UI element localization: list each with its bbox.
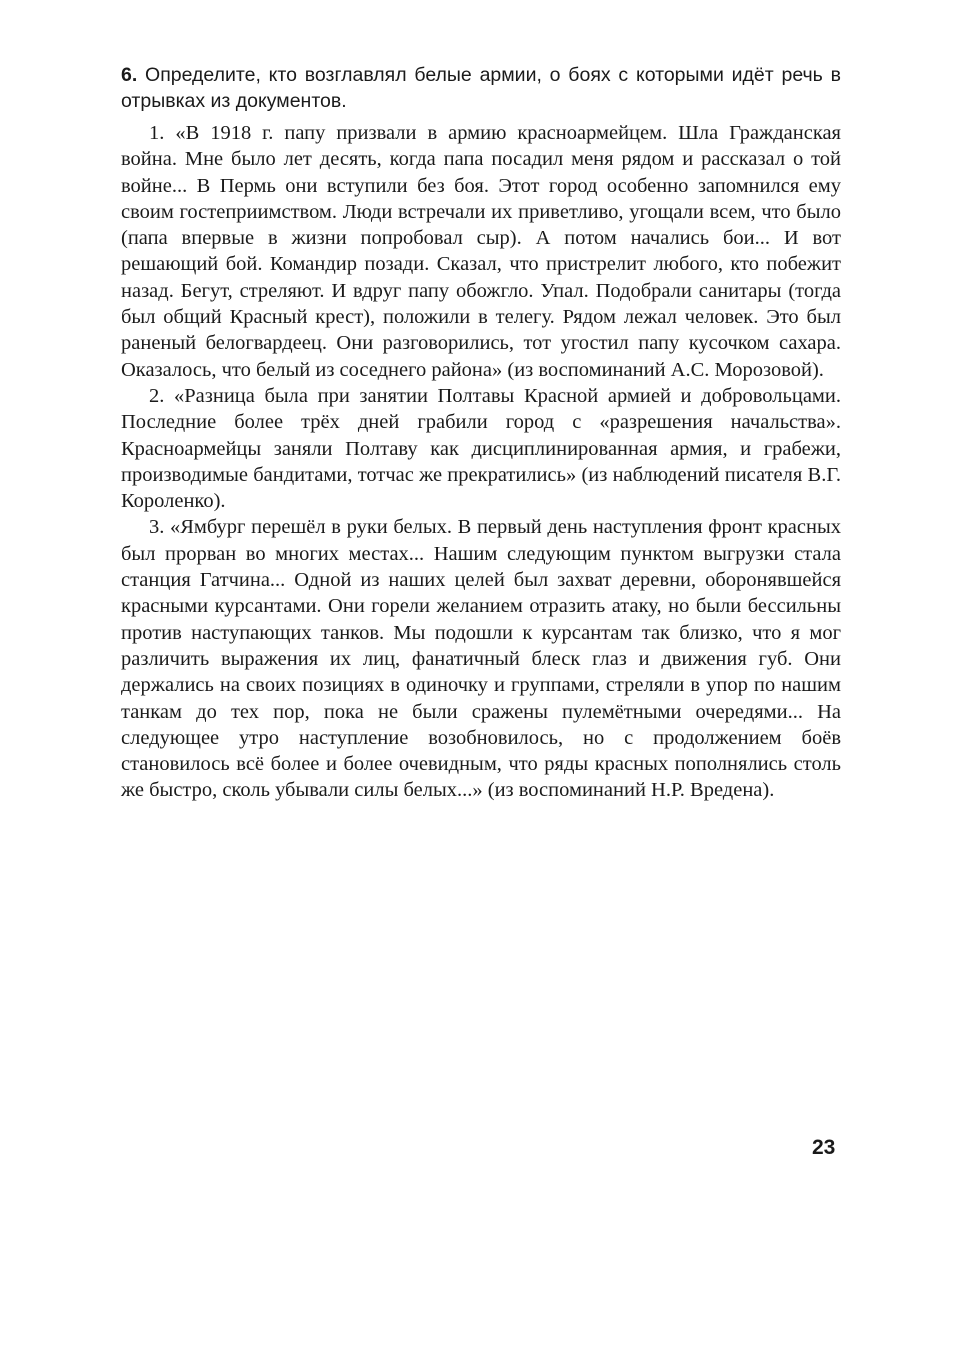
page-content	[121, 62, 841, 804]
task-prompt	[121, 62, 841, 114]
task-number: 6.	[121, 64, 138, 86]
excerpt-1: 1. «В 1918 г. папу призвали в армию красноармейцем. Шла Гражданская война. Мне было лет десять, когда папа посадил меня рядом и рассказал о той войне... В Пермь они вступили без боя. Этот город особенно запомнился ему своим гостеприимством. Люди встречали их приветливо, угощали всем, что было (папа впервые в жизни попробовал сыр). А потом начались бои... И вот решающий бой. Командир позади. Сказал, что пристрелит любого, кто побежит назад. Бегут, стреляют. И вдруг папу обожгло. Упал. Подобрали санитары (тогда был общий Красный крест), положили в телегу. Рядом лежал человек. Это был раненый белогвардеец. Они разговорились, тот угостил папу кусочком сахара. Оказалось, что белый из соседнего района» (из воспоминаний А.С. Морозовой).	[121, 122, 841, 381]
task-text: Определите, кто возглавлял белые армии, о боях с которыми идёт речь в отрывках из документов.	[121, 64, 841, 112]
excerpt-3: 3. «Ямбург перешёл в руки белых. В первый день наступления фронт красных был прорван во многих местах... Нашим следующим пунктом выгрузки стала станция Гатчина... Одной из наших целей был захват деревни, оборонявшейся красными курсантами. Они горели желанием отразить атаку, но были бессильны против наступающих танков. Мы подошли к курсантам так близко, что я мог различить выражения их лиц, фанатичный блеск глаз и движения губ. Они держались на своих позициях в одиночку и группами, стреляли в упор по нашим танкам до тех пор, пока не были сражены пулемётными очередями... На следующее утро наступление возобновилось, но с продолжением боёв становилось всё более и более очевидным, что ряды красных пополнялись столь же быстро, сколь убывали силы белых...» (из воспоминаний Н.Р. Вредена).	[121, 516, 841, 802]
page-number: 23	[812, 1136, 836, 1159]
excerpt-2: 2. «Разница была при занятии Полтавы Красной армией и добровольцами. Последние более трёх дней грабили город с «разрешения начальства». Красноармейцы заняли Полтаву как дисциплинированная армия, и грабежи, производимые бандитами, тотчас же прекратились» (из наблюдений писателя В.Г. Короленко).	[121, 384, 841, 513]
